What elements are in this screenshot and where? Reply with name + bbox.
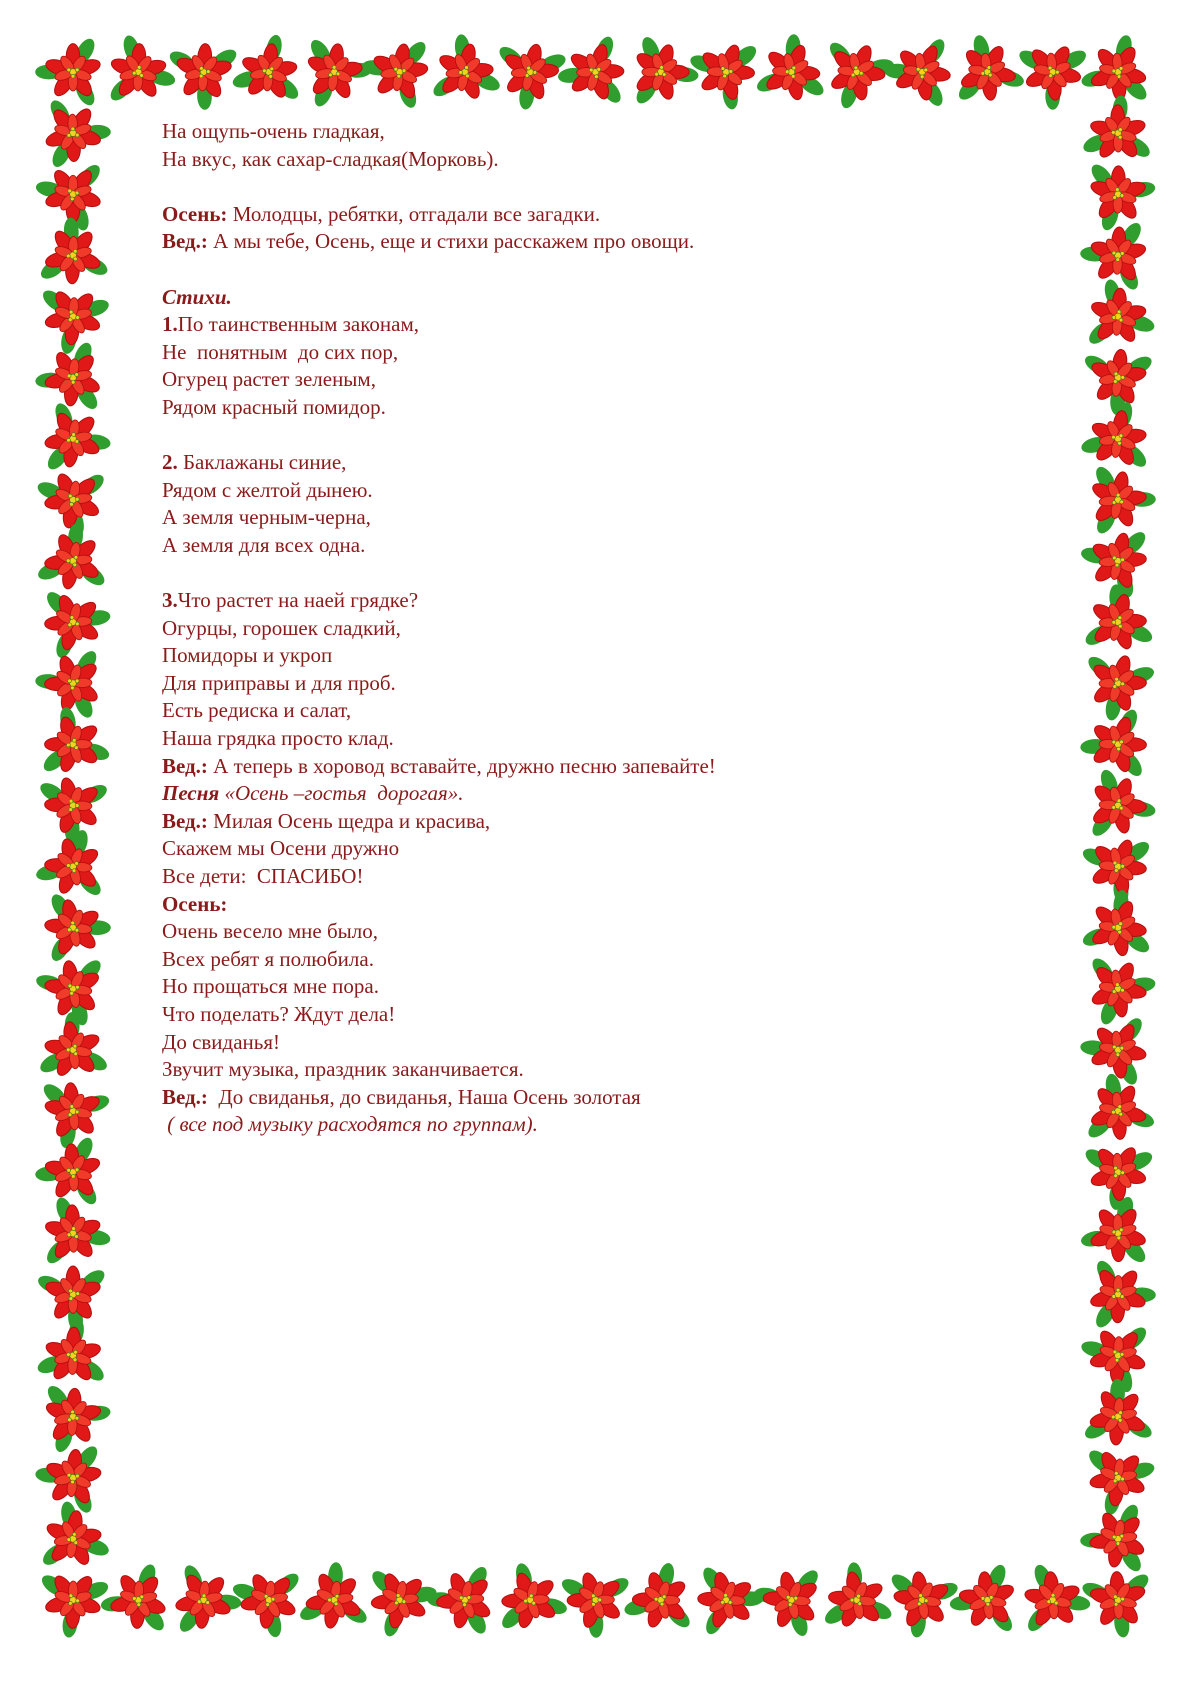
styled-text-run: Песня bbox=[162, 781, 220, 806]
styled-text-run: Осень: bbox=[162, 891, 228, 916]
text-run: Наша грядка просто клад. bbox=[162, 726, 394, 751]
blank-line bbox=[162, 422, 1042, 450]
text-line bbox=[162, 532, 1042, 560]
poinsettia-icon bbox=[559, 1570, 633, 1638]
text-line bbox=[162, 394, 1042, 422]
text-line bbox=[162, 642, 1042, 670]
poinsettia-icon bbox=[34, 701, 120, 791]
styled-text-run: ( все под музыку расходятся по группам). bbox=[162, 1112, 538, 1137]
text-line bbox=[162, 366, 1042, 394]
text-run: На вкус, как сахар-сладкая(Морковь). bbox=[162, 146, 499, 171]
text-line bbox=[162, 891, 1042, 919]
text-run: Звучит музыка, праздник заканчивается. bbox=[162, 1057, 524, 1082]
poinsettia-icon bbox=[1079, 636, 1166, 727]
poinsettia-icon bbox=[27, 632, 125, 728]
styled-text-run: 3. bbox=[162, 588, 178, 613]
poinsettia-icon bbox=[94, 1552, 186, 1641]
text-line bbox=[162, 697, 1042, 725]
text-run: Всех ребят я полюбила. bbox=[162, 946, 374, 971]
text-run: Молодцы, ребятки, отгадали все загадки. bbox=[227, 201, 601, 226]
poinsettia-icon bbox=[31, 1495, 114, 1574]
text-run: А мы тебе, Осень, еще и стихи расскажем про овощи. bbox=[207, 229, 695, 254]
styled-text-run: Осень: bbox=[162, 201, 228, 226]
text-run: На ощупь-очень гладкая, bbox=[162, 119, 385, 143]
poinsettia-icon bbox=[1088, 1257, 1156, 1331]
poinsettia-icon bbox=[285, 30, 380, 122]
text-line bbox=[162, 863, 1042, 891]
poinsettia-icon bbox=[39, 399, 115, 480]
text-run: Баклажаны синие, bbox=[177, 450, 347, 475]
poinsettia-icon bbox=[21, 1548, 118, 1646]
poinsettia-icon bbox=[1074, 271, 1160, 353]
poinsettia-icon bbox=[1069, 818, 1159, 911]
poinsettia-icon bbox=[1002, 22, 1096, 119]
text-line bbox=[162, 339, 1042, 367]
poinsettia-icon bbox=[33, 1134, 105, 1211]
poinsettia-icon bbox=[1080, 582, 1156, 653]
text-run: По таинственным законам, bbox=[177, 312, 419, 337]
poinsettia-icon bbox=[23, 877, 120, 971]
text-run: Есть редиска и салат, bbox=[162, 698, 352, 723]
poinsettia-icon bbox=[1068, 457, 1164, 551]
poinsettia-icon bbox=[876, 29, 972, 122]
text-line bbox=[162, 477, 1042, 505]
text-line bbox=[162, 946, 1042, 974]
styled-text-run: 1. bbox=[162, 312, 178, 337]
text-line bbox=[162, 670, 1042, 698]
text-run: Что поделать? Ждут дела! bbox=[162, 1002, 396, 1026]
poinsettia-icon bbox=[24, 516, 115, 610]
text-line bbox=[162, 1111, 1042, 1139]
text-run: Что растет на наей грядке? bbox=[177, 588, 419, 613]
text-line bbox=[162, 1084, 1042, 1112]
text-line bbox=[162, 284, 1042, 312]
poinsettia-icon bbox=[549, 27, 648, 125]
styled-text-run: 2. bbox=[162, 450, 178, 475]
text-run: Для приправы и для проб. bbox=[162, 670, 396, 695]
text-run: До свиданья, до свиданья, Наша Осень золотая bbox=[207, 1084, 641, 1109]
poinsettia-icon bbox=[609, 27, 707, 124]
poinsettia-icon bbox=[1078, 886, 1158, 961]
poinsettia-icon bbox=[493, 1557, 576, 1645]
poinsettia-icon bbox=[1072, 1548, 1170, 1647]
text-line bbox=[162, 725, 1042, 753]
poinsettia-icon bbox=[223, 25, 321, 124]
poinsettia-icon bbox=[1071, 700, 1169, 797]
document-text bbox=[162, 118, 1042, 1139]
poinsettia-icon bbox=[43, 95, 112, 170]
text-run: Скажем мы Осени дружно bbox=[162, 836, 400, 861]
poinsettia-icon bbox=[30, 1004, 123, 1100]
text-run: Очень весело мне было, bbox=[162, 919, 378, 944]
text-run: Но прощаться мне пора. bbox=[162, 974, 379, 999]
text-line bbox=[162, 918, 1042, 946]
text-run: Рядом с желтой дынею. bbox=[162, 477, 373, 502]
text-line bbox=[162, 780, 1042, 808]
poinsettia-icon bbox=[815, 1555, 906, 1649]
text-run: Огурцы, горошек сладкий, bbox=[162, 615, 401, 640]
poinsettia-icon bbox=[1066, 760, 1165, 858]
text-run: А теперь в хоровод вставайте, дружно песню запевайте! bbox=[207, 753, 716, 778]
text-line bbox=[162, 146, 1042, 174]
text-line bbox=[162, 1056, 1042, 1084]
text-line bbox=[162, 449, 1042, 477]
poinsettia-icon bbox=[1067, 1370, 1162, 1467]
styled-text-run: Стихи. bbox=[162, 284, 232, 309]
text-line bbox=[162, 118, 1042, 146]
poinsettia-icon bbox=[356, 30, 435, 113]
text-run: А земля для всех одна. bbox=[162, 532, 366, 557]
text-run: До свиданья! bbox=[162, 1029, 281, 1054]
styled-text-run: Вед.: bbox=[162, 1084, 208, 1109]
poinsettia-icon bbox=[614, 1557, 699, 1646]
poinsettia-icon bbox=[284, 1554, 377, 1649]
poinsettia-icon bbox=[35, 36, 102, 109]
poinsettia-icon bbox=[1084, 947, 1161, 1029]
text-run: А земля черным-черна, bbox=[162, 505, 371, 530]
poinsettia-icon bbox=[753, 32, 830, 104]
text-run: Огурец растет зеленым, bbox=[162, 367, 376, 392]
poinsettia-icon bbox=[171, 1561, 244, 1639]
text-line bbox=[162, 973, 1042, 1001]
text-line bbox=[162, 228, 1042, 256]
poinsettia-icon bbox=[945, 1560, 1020, 1640]
text-run: Не понятным до сих пор, bbox=[162, 339, 399, 364]
text-line bbox=[162, 504, 1042, 532]
blank-line bbox=[162, 256, 1042, 284]
poinsettia-icon bbox=[160, 21, 255, 118]
text-line bbox=[162, 753, 1042, 781]
poinsettia-icon bbox=[26, 1185, 117, 1273]
text-run: Рядом красный помидор. bbox=[162, 394, 386, 419]
text-line bbox=[162, 311, 1042, 339]
poinsettia-icon bbox=[1004, 1551, 1097, 1641]
text-line bbox=[162, 587, 1042, 615]
text-line bbox=[162, 808, 1042, 836]
text-line bbox=[162, 1029, 1042, 1057]
styled-text-run: «Осень –гостья дорогая». bbox=[219, 781, 464, 806]
poinsettia-icon bbox=[35, 775, 110, 844]
poinsettia-icon bbox=[425, 31, 504, 105]
text-run: Все дети: СПАСИБО! bbox=[162, 864, 364, 889]
blank-line bbox=[162, 560, 1042, 588]
poinsettia-icon bbox=[1066, 1121, 1162, 1218]
styled-text-run: Вед.: bbox=[162, 808, 208, 833]
poinsettia-icon bbox=[419, 1549, 516, 1644]
poinsettia-icon bbox=[1066, 1064, 1164, 1163]
styled-text-run: Вед.: bbox=[162, 229, 208, 254]
poinsettia-icon bbox=[93, 26, 181, 110]
poinsettia-icon bbox=[21, 209, 117, 307]
text-line bbox=[162, 1001, 1042, 1029]
text-run: Милая Осень щедра и красива, bbox=[207, 808, 491, 833]
text-line bbox=[162, 201, 1042, 229]
text-run: Помидоры и укроп bbox=[162, 643, 333, 668]
styled-text-run: Вед.: bbox=[162, 753, 208, 778]
blank-line bbox=[162, 173, 1042, 201]
text-line bbox=[162, 615, 1042, 643]
text-line bbox=[162, 835, 1042, 863]
